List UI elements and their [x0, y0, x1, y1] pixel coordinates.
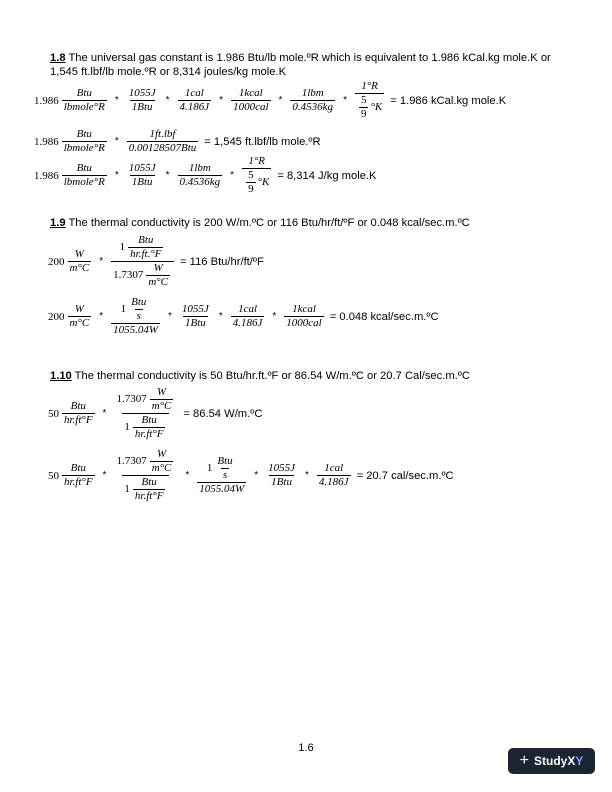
result: = 8,314 J/kg mole.K: [277, 169, 377, 182]
result: = 0.048 kcal/sec.m.ºC: [329, 310, 439, 323]
fraction: $\frac{\text{1lbm}}{0.4536kg}$: [179, 162, 221, 188]
equation-1-9-b: 200 $\frac{W}{m^\circ C}$ * 1 $\frac{\text{Btu}}{s}$ 1055.04W * $\frac{1055J}{\text{1Btu}}$ * $\frac{\text{1cal}}{4.186J}$ * $\frac{\text{1kcal}}{\text{1000cal}}$ = 0.048 kcal/sec.m.ºC: [48, 296, 439, 336]
fraction: $\frac{\text{Btu}}{\text{lbmole°R}}$: [63, 87, 105, 113]
compound-fraction: 1 $\frac{\text{Btu}}{hr.ft.^\circ F}$ 1.7307 $\frac{W}{m^\circ C}$: [111, 234, 174, 289]
fraction: $\frac{\text{1cal}}{4.186J}$: [232, 303, 263, 329]
fraction: $\frac{\text{1kcal}}{\text{1000cal}}$: [286, 303, 322, 329]
fraction: $\frac{\text{1kcal}}{\text{1000cal}}$: [233, 87, 269, 113]
problem-number: 1.9: [50, 217, 66, 229]
para-1-8: [50, 52, 570, 79]
compound-fraction: 1 $\frac{\text{Btu}}{s}$ 1055.04W: [199, 455, 245, 495]
coefficient: 1.986: [34, 94, 59, 107]
problem-number: 1.8: [50, 52, 66, 64]
studyx-badge[interactable]: [508, 748, 595, 774]
fraction: $\frac{\text{Btu}}{\text{lbmole°R}}$: [63, 128, 105, 154]
result: = 1.986 kCal.kg mole.K: [390, 94, 507, 107]
fraction: $\frac{1055J}{\text{1Btu}}$: [128, 162, 156, 188]
fraction: $\frac{1055J}{\text{1Btu}}$: [268, 462, 296, 488]
page-number: 1.6: [298, 742, 314, 754]
equation-1-8-b: 1.986 $\frac{\text{Btu}}{\text{lbmole°R}}$ * $\frac{\text{1ft.lbf}}{\text{0.00128507Btu}}$ = 1,545 ft.lbf/lb mole.ºR: [34, 128, 321, 154]
compound-fraction: 1.7307 $\frac{W}{m^\circ C}$ 1 $\frac{\text{Btu}}{hr.ft^\circ F}$: [116, 448, 172, 502]
problem-text: The thermal conductivity is 50 Btu/hr.ft.ºF or 86.54 W/m.ºC or 20.7 Cal/sec.m.ºC: [71, 370, 470, 382]
coefficient: 1.986: [34, 169, 59, 182]
fraction: $\frac{\text{Btu}}{\text{lbmole°R}}$: [63, 162, 105, 188]
fraction-temperature: 1°R $\frac{5}{9}$ °K: [242, 155, 271, 196]
para-1-10: [50, 370, 570, 384]
compound-fraction: 1.7307 $\frac{W}{m^\circ C}$ 1 $\frac{\text{Btu}}{hr.ft^\circ F}$: [116, 386, 172, 440]
fraction: $\frac{\text{Btu}}{hr.ft^\circ F}$: [64, 400, 93, 426]
equation-1-10-b: 50 $\frac{\text{Btu}}{hr.ft^\circ F}$ * 1.7307 $\frac{W}{m^\circ C}$ 1 $\frac{\text{Btu}}{hr.ft^\circ F}$ * 1 $\frac{\text{Btu}}{s}$ 1055.04W * $\frac{1055J}{\text{1Btu}}$ * $\frac{\text{1cal}}{4.186J}$ = 20.7 cal/sec.m.ºC: [48, 448, 454, 502]
equation-1-8-c: 1.986 $\frac{\text{Btu}}{\text{lbmole°R}}$ * $\frac{1055J}{\text{1Btu}}$ * $\frac{\text{1lbm}}{0.4536kg}$ * 1°R $\frac{5}{9}$ °K = 8,314 J/kg mole.K: [34, 155, 377, 195]
coefficient: 50: [48, 407, 59, 420]
result: = 86.54 W/m.ºC: [183, 407, 263, 420]
fraction: $\frac{\text{1ft.lbf}}{\text{0.00128507Btu}}$: [128, 128, 197, 154]
fraction: $\frac{W}{m^\circ C}$: [69, 303, 90, 329]
fraction: $\frac{\text{1cal}}{4.186J}$: [318, 462, 349, 488]
fraction: $\frac{1055J}{\text{1Btu}}$: [128, 87, 156, 113]
coefficient: 200: [48, 255, 65, 268]
coefficient: 1.986: [34, 135, 59, 148]
brand-text: StudyXY: [533, 754, 584, 768]
coefficient: 200: [48, 310, 65, 323]
problem-text: The thermal conductivity is 200 W/m.ºC or 116 Btu/hr/ft/ºF or 0.048 kcal/sec.m.ºC: [65, 217, 470, 229]
problem-text: The universal gas constant is 1.986 Btu/lb mole.ºR which is equivalent to 1.986 kCal.kg mole.K or 1,545 ft.lbf/lb mole.ºR or 8,314 joules/kg mole.K: [50, 52, 551, 78]
compound-fraction: 1 $\frac{\text{Btu}}{s}$ 1055.04W: [113, 296, 159, 336]
coefficient: 50: [48, 469, 59, 482]
fraction: $\frac{W}{m^\circ C}$: [69, 248, 90, 274]
fraction: $\frac{1055J}{\text{1Btu}}$: [181, 303, 209, 329]
fraction-temperature: 1°R $\frac{5}{9}$ °K: [355, 80, 384, 121]
result: = 116 Btu/hr/ft/ºF: [180, 255, 264, 268]
plus-icon: +: [519, 752, 529, 769]
equation-1-8-a: 1.986 $\frac{\text{Btu}}{\text{lbmole°R}}$ * $\frac{1055J}{\text{1Btu}}$ * $\frac{\text{1cal}}{4.186J}$ * $\frac{\text{1kcal}}{\text{1000cal}}$ * $\frac{\text{1lbm}}{0.4536kg}$ * 1°R $\frac{5}{9}$ °K = 1.986 kCal.kg mole.K: [34, 80, 507, 120]
equation-1-9-a: 200 $\frac{W}{m^\circ C}$ * 1 $\frac{\text{Btu}}{hr.ft.^\circ F}$ 1.7307 $\frac{W}{m^\circ C}$ = 116 Btu/hr/ft/ºF: [48, 234, 264, 288]
result: = 1,545 ft.lbf/lb mole.ºR: [204, 135, 321, 148]
equation-1-10-a: 50 $\frac{\text{Btu}}{hr.ft^\circ F}$ * 1.7307 $\frac{W}{m^\circ C}$ 1 $\frac{\text{Btu}}{hr.ft^\circ F}$ = 86.54 W/m.ºC: [48, 386, 263, 440]
problem-number: 1.10: [50, 370, 72, 382]
fraction: $\frac{\text{1lbm}}{0.4536kg}$: [292, 87, 334, 113]
para-1-9: [50, 217, 570, 231]
result: = 20.7 cal/sec.m.ºC: [356, 469, 454, 482]
fraction: $\frac{\text{Btu}}{hr.ft^\circ F}$: [64, 462, 93, 488]
fraction: $\frac{\text{1cal}}{4.186J}$: [179, 87, 210, 113]
